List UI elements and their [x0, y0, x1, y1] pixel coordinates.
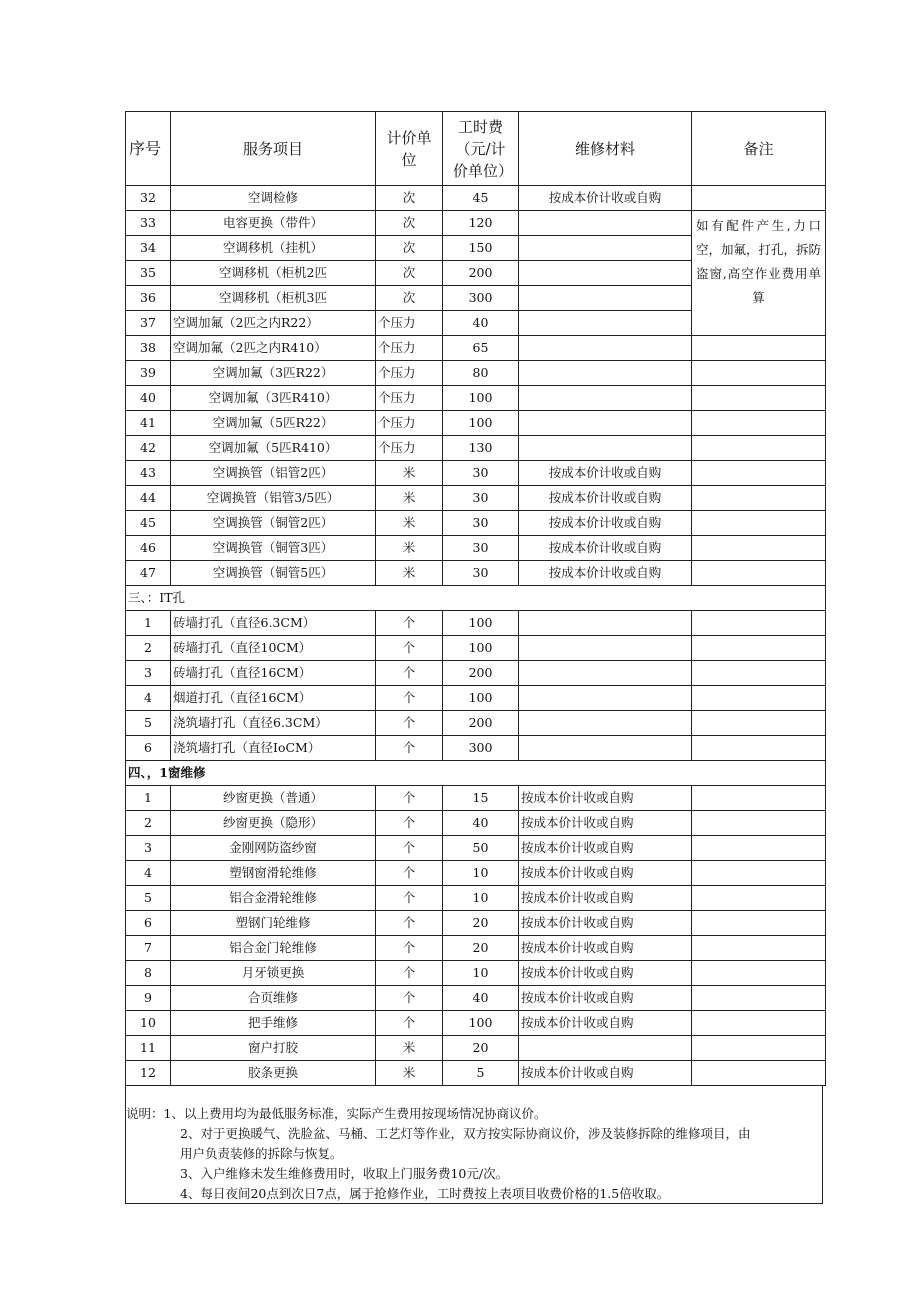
labor-fee: 100 — [443, 611, 519, 636]
material — [519, 336, 692, 361]
header-service: 服务项目 — [171, 112, 376, 186]
unit: 个 — [376, 636, 443, 661]
row-number: 42 — [126, 436, 171, 461]
table-row — [126, 1061, 826, 1086]
remark — [692, 461, 826, 486]
row-number: 6 — [126, 736, 171, 761]
table-row — [126, 911, 826, 936]
labor-fee: 50 — [443, 836, 519, 861]
service-item: 空调换管（铝管2匹） — [171, 461, 376, 486]
labor-fee: 20 — [443, 911, 519, 936]
labor-fee: 10 — [443, 886, 519, 911]
unit: 个 — [376, 611, 443, 636]
labor-fee: 5 — [443, 1061, 519, 1086]
row-number: 44 — [126, 486, 171, 511]
remark — [692, 511, 826, 536]
remark — [692, 911, 826, 936]
table-row — [126, 711, 826, 736]
row-number: 46 — [126, 536, 171, 561]
table-row — [126, 836, 826, 861]
service-item: 空调加氟（3匹R22） — [171, 361, 376, 386]
service-item: 把手维修 — [171, 1011, 376, 1036]
unit: 个 — [376, 961, 443, 986]
labor-fee: 200 — [443, 711, 519, 736]
service-item: 砖墙打孔（直径6.3CM） — [171, 611, 376, 636]
table-row — [126, 886, 826, 911]
table-row — [126, 461, 826, 486]
service-item: 空调换管（铜管3匹） — [171, 536, 376, 561]
unit: 次 — [376, 286, 443, 311]
row-number: 12 — [126, 1061, 171, 1086]
remark — [692, 411, 826, 436]
labor-fee: 20 — [443, 936, 519, 961]
material — [519, 236, 692, 261]
unit: 个 — [376, 911, 443, 936]
service-item: 烟道打孔（直径16CM） — [171, 686, 376, 711]
material — [519, 436, 692, 461]
service-item: 浇筑墙打孔（直径6.3CM） — [171, 711, 376, 736]
material: 按成本价计收或自购 — [519, 936, 692, 961]
section-title: 三、：IT孔 — [126, 586, 826, 611]
row-number: 38 — [126, 336, 171, 361]
service-item: 纱窗更换（普通） — [171, 786, 376, 811]
fee-schedule-sheet — [125, 111, 825, 1204]
service-item: 空调加氟（2匹之内R410） — [171, 336, 376, 361]
unit: 个 — [376, 711, 443, 736]
remark — [692, 736, 826, 761]
material: 按成本价计收或自购 — [519, 836, 692, 861]
table-row — [126, 361, 826, 386]
unit: 次 — [376, 261, 443, 286]
material: 按成本价计收或自购 — [519, 461, 692, 486]
service-item: 铝合金滑轮维修 — [171, 886, 376, 911]
labor-fee: 30 — [443, 461, 519, 486]
table-row — [126, 661, 826, 686]
table-row — [126, 736, 826, 761]
table-row — [126, 1011, 826, 1036]
unit: 次 — [376, 236, 443, 261]
note-3: 3、入户维修未发生维修费用时，收取上门服务费10元/次。 — [180, 1166, 509, 1181]
unit: 米 — [376, 461, 443, 486]
remark — [692, 536, 826, 561]
unit: 个压力 — [376, 436, 443, 461]
header-material: 维修材料 — [519, 112, 692, 186]
note-1: 说明：1、以上费用均为最低服务标准，实际产生费用按现场情况协商议价。 — [126, 1106, 547, 1121]
row-number: 5 — [126, 886, 171, 911]
service-item: 合页维修 — [171, 986, 376, 1011]
unit: 次 — [376, 186, 443, 211]
header-seq: 序号 — [126, 112, 171, 186]
table-row — [126, 386, 826, 411]
remark — [692, 961, 826, 986]
remark — [692, 1061, 826, 1086]
unit: 米 — [376, 511, 443, 536]
material: 按成本价计收或自购 — [519, 861, 692, 886]
service-item: 塑钢门轮维修 — [171, 911, 376, 936]
row-number: 11 — [126, 1036, 171, 1061]
material: 按成本价计收或自购 — [519, 1011, 692, 1036]
table-row — [126, 486, 826, 511]
service-item: 砖墙打孔（直径16CM） — [171, 661, 376, 686]
labor-fee: 30 — [443, 561, 519, 586]
row-number: 2 — [126, 636, 171, 661]
service-item: 空调移机（柜机3匹 — [171, 286, 376, 311]
remark — [692, 486, 826, 511]
service-item: 空调加氟（3匹R410） — [171, 386, 376, 411]
unit: 米 — [376, 1061, 443, 1086]
labor-fee: 200 — [443, 261, 519, 286]
unit: 米 — [376, 536, 443, 561]
material — [519, 286, 692, 311]
remark — [692, 861, 826, 886]
section-row — [126, 761, 826, 786]
header-unit: 计价单位 — [376, 112, 443, 186]
service-item: 空调加氟（5匹R22） — [171, 411, 376, 436]
notes-section — [125, 1086, 823, 1204]
material: 按成本价计收或自购 — [519, 811, 692, 836]
table-body — [126, 186, 826, 1086]
material: 按成本价计收或自购 — [519, 961, 692, 986]
unit: 个压力 — [376, 411, 443, 436]
material — [519, 711, 692, 736]
labor-fee: 65 — [443, 336, 519, 361]
material — [519, 261, 692, 286]
table-row — [126, 786, 826, 811]
row-number: 5 — [126, 711, 171, 736]
row-number: 43 — [126, 461, 171, 486]
table-row — [126, 611, 826, 636]
service-item: 浇筑墙打孔（直径IoCM） — [171, 736, 376, 761]
table-row — [126, 411, 826, 436]
service-item: 胶条更换 — [171, 1061, 376, 1086]
service-item: 空调加氟（5匹R410） — [171, 436, 376, 461]
material: 按成本价计收或自购 — [519, 561, 692, 586]
unit: 个压力 — [376, 336, 443, 361]
service-item: 纱窗更换（隐形） — [171, 811, 376, 836]
table-row — [126, 1036, 826, 1061]
remark — [692, 436, 826, 461]
row-number: 32 — [126, 186, 171, 211]
row-number: 1 — [126, 786, 171, 811]
remark — [692, 936, 826, 961]
unit: 个 — [376, 736, 443, 761]
remark — [692, 361, 826, 386]
material — [519, 311, 692, 336]
row-number: 7 — [126, 936, 171, 961]
row-number: 6 — [126, 911, 171, 936]
row-number: 10 — [126, 1011, 171, 1036]
unit: 米 — [376, 561, 443, 586]
unit: 个压力 — [376, 311, 443, 336]
remark — [692, 636, 826, 661]
remark — [692, 786, 826, 811]
labor-fee: 100 — [443, 636, 519, 661]
service-item: 电容更换（带件） — [171, 211, 376, 236]
labor-fee: 15 — [443, 786, 519, 811]
material — [519, 686, 692, 711]
row-number: 1 — [126, 611, 171, 636]
material — [519, 736, 692, 761]
table-row — [126, 186, 826, 211]
header-fee: 工时费（元/计价单位） — [443, 112, 519, 186]
labor-fee: 30 — [443, 511, 519, 536]
labor-fee: 200 — [443, 661, 519, 686]
table-row — [126, 961, 826, 986]
service-item: 空调移机（挂机） — [171, 236, 376, 261]
row-number: 34 — [126, 236, 171, 261]
section-row — [126, 586, 826, 611]
remark — [692, 836, 826, 861]
service-item: 空调加氟（2匹之内R22） — [171, 311, 376, 336]
unit: 米 — [376, 1036, 443, 1061]
remark — [692, 986, 826, 1011]
remark — [692, 886, 826, 911]
service-item: 金刚网防盗纱窗 — [171, 836, 376, 861]
service-item: 铝合金门轮维修 — [171, 936, 376, 961]
labor-fee: 150 — [443, 236, 519, 261]
remark — [692, 811, 826, 836]
row-number: 4 — [126, 686, 171, 711]
remark — [692, 336, 826, 361]
remark — [692, 686, 826, 711]
material: 按成本价计收或自购 — [519, 511, 692, 536]
material: 按成本价计收或自购 — [519, 886, 692, 911]
labor-fee: 20 — [443, 1036, 519, 1061]
row-number: 39 — [126, 361, 171, 386]
material: 按成本价计收或自购 — [519, 1061, 692, 1086]
service-item: 空调换管（铜管2匹） — [171, 511, 376, 536]
labor-fee: 30 — [443, 486, 519, 511]
service-item: 窗户打胶 — [171, 1036, 376, 1061]
labor-fee: 130 — [443, 436, 519, 461]
remark-merged: 如有配件产生,力口空，加氟，打孔，拆防盗窗,高空作业费用单算 — [692, 211, 826, 336]
table-row — [126, 561, 826, 586]
row-number: 9 — [126, 986, 171, 1011]
unit: 个 — [376, 1011, 443, 1036]
remark — [692, 1011, 826, 1036]
service-item: 砖墙打孔（直径10CM） — [171, 636, 376, 661]
material: 按成本价计收或自购 — [519, 786, 692, 811]
row-number: 33 — [126, 211, 171, 236]
unit: 个 — [376, 886, 443, 911]
labor-fee: 100 — [443, 386, 519, 411]
material: 按成本价计收或自购 — [519, 536, 692, 561]
labor-fee: 40 — [443, 311, 519, 336]
labor-fee: 10 — [443, 961, 519, 986]
table-row — [126, 211, 826, 236]
note-2b: 用户负责装修的拆除与恢复。 — [180, 1146, 343, 1161]
row-number: 3 — [126, 661, 171, 686]
remark — [692, 1036, 826, 1061]
unit: 米 — [376, 486, 443, 511]
row-number: 35 — [126, 261, 171, 286]
table-row — [126, 511, 826, 536]
row-number: 45 — [126, 511, 171, 536]
material — [519, 611, 692, 636]
row-number: 37 — [126, 311, 171, 336]
table-header-row — [126, 112, 826, 186]
table-row — [126, 986, 826, 1011]
unit: 个 — [376, 661, 443, 686]
material — [519, 636, 692, 661]
material: 按成本价计收或自购 — [519, 186, 692, 211]
material — [519, 661, 692, 686]
row-number: 8 — [126, 961, 171, 986]
labor-fee: 100 — [443, 1011, 519, 1036]
unit: 个 — [376, 936, 443, 961]
unit: 个压力 — [376, 361, 443, 386]
labor-fee: 45 — [443, 186, 519, 211]
table-row — [126, 936, 826, 961]
unit: 个 — [376, 836, 443, 861]
material: 按成本价计收或自购 — [519, 486, 692, 511]
labor-fee: 100 — [443, 411, 519, 436]
table-row — [126, 436, 826, 461]
row-number: 36 — [126, 286, 171, 311]
table-row — [126, 336, 826, 361]
table-row — [126, 686, 826, 711]
row-number: 4 — [126, 861, 171, 886]
labor-fee: 40 — [443, 986, 519, 1011]
section-title: 四、，1窗维修 — [126, 761, 826, 786]
remark — [692, 711, 826, 736]
remark — [692, 661, 826, 686]
material — [519, 411, 692, 436]
row-number: 47 — [126, 561, 171, 586]
labor-fee: 120 — [443, 211, 519, 236]
material — [519, 211, 692, 236]
row-number: 41 — [126, 411, 171, 436]
service-item: 空调移机（柜机2匹 — [171, 261, 376, 286]
material — [519, 386, 692, 411]
fee-table — [125, 111, 826, 1086]
service-item: 空调检修 — [171, 186, 376, 211]
table-row — [126, 861, 826, 886]
unit: 个 — [376, 686, 443, 711]
material: 按成本价计收或自购 — [519, 986, 692, 1011]
unit: 个压力 — [376, 386, 443, 411]
service-item: 月牙锁更换 — [171, 961, 376, 986]
table-row — [126, 636, 826, 661]
note-2a: 2、对于更换暖气、洗脸盆、马桶、工艺灯等作业，双方按实际协商议价，涉及装修拆除的维修项目，由 — [180, 1126, 751, 1141]
remark — [692, 386, 826, 411]
remark — [692, 561, 826, 586]
note-4: 4、每日夜间20点到次日7点，属于抢修作业，工时费按上表项目收费价格的1.5倍收取。 — [180, 1186, 670, 1201]
labor-fee: 100 — [443, 686, 519, 711]
service-item: 塑钢窗滑轮维修 — [171, 861, 376, 886]
table-row — [126, 536, 826, 561]
remark — [692, 611, 826, 636]
labor-fee: 80 — [443, 361, 519, 386]
unit: 个 — [376, 786, 443, 811]
service-item: 空调换管（铜管5匹） — [171, 561, 376, 586]
row-number: 40 — [126, 386, 171, 411]
labor-fee: 10 — [443, 861, 519, 886]
service-item: 空调换管（铝管3/5匹） — [171, 486, 376, 511]
labor-fee: 300 — [443, 286, 519, 311]
row-number: 3 — [126, 836, 171, 861]
remark — [692, 186, 826, 211]
unit: 次 — [376, 211, 443, 236]
header-remark: 备注 — [692, 112, 826, 186]
table-row — [126, 811, 826, 836]
unit: 个 — [376, 811, 443, 836]
unit: 个 — [376, 986, 443, 1011]
labor-fee: 30 — [443, 536, 519, 561]
material — [519, 1036, 692, 1061]
unit: 个 — [376, 861, 443, 886]
material: 按成本价计收或自购 — [519, 911, 692, 936]
labor-fee: 40 — [443, 811, 519, 836]
material — [519, 361, 692, 386]
labor-fee: 300 — [443, 736, 519, 761]
row-number: 2 — [126, 811, 171, 836]
